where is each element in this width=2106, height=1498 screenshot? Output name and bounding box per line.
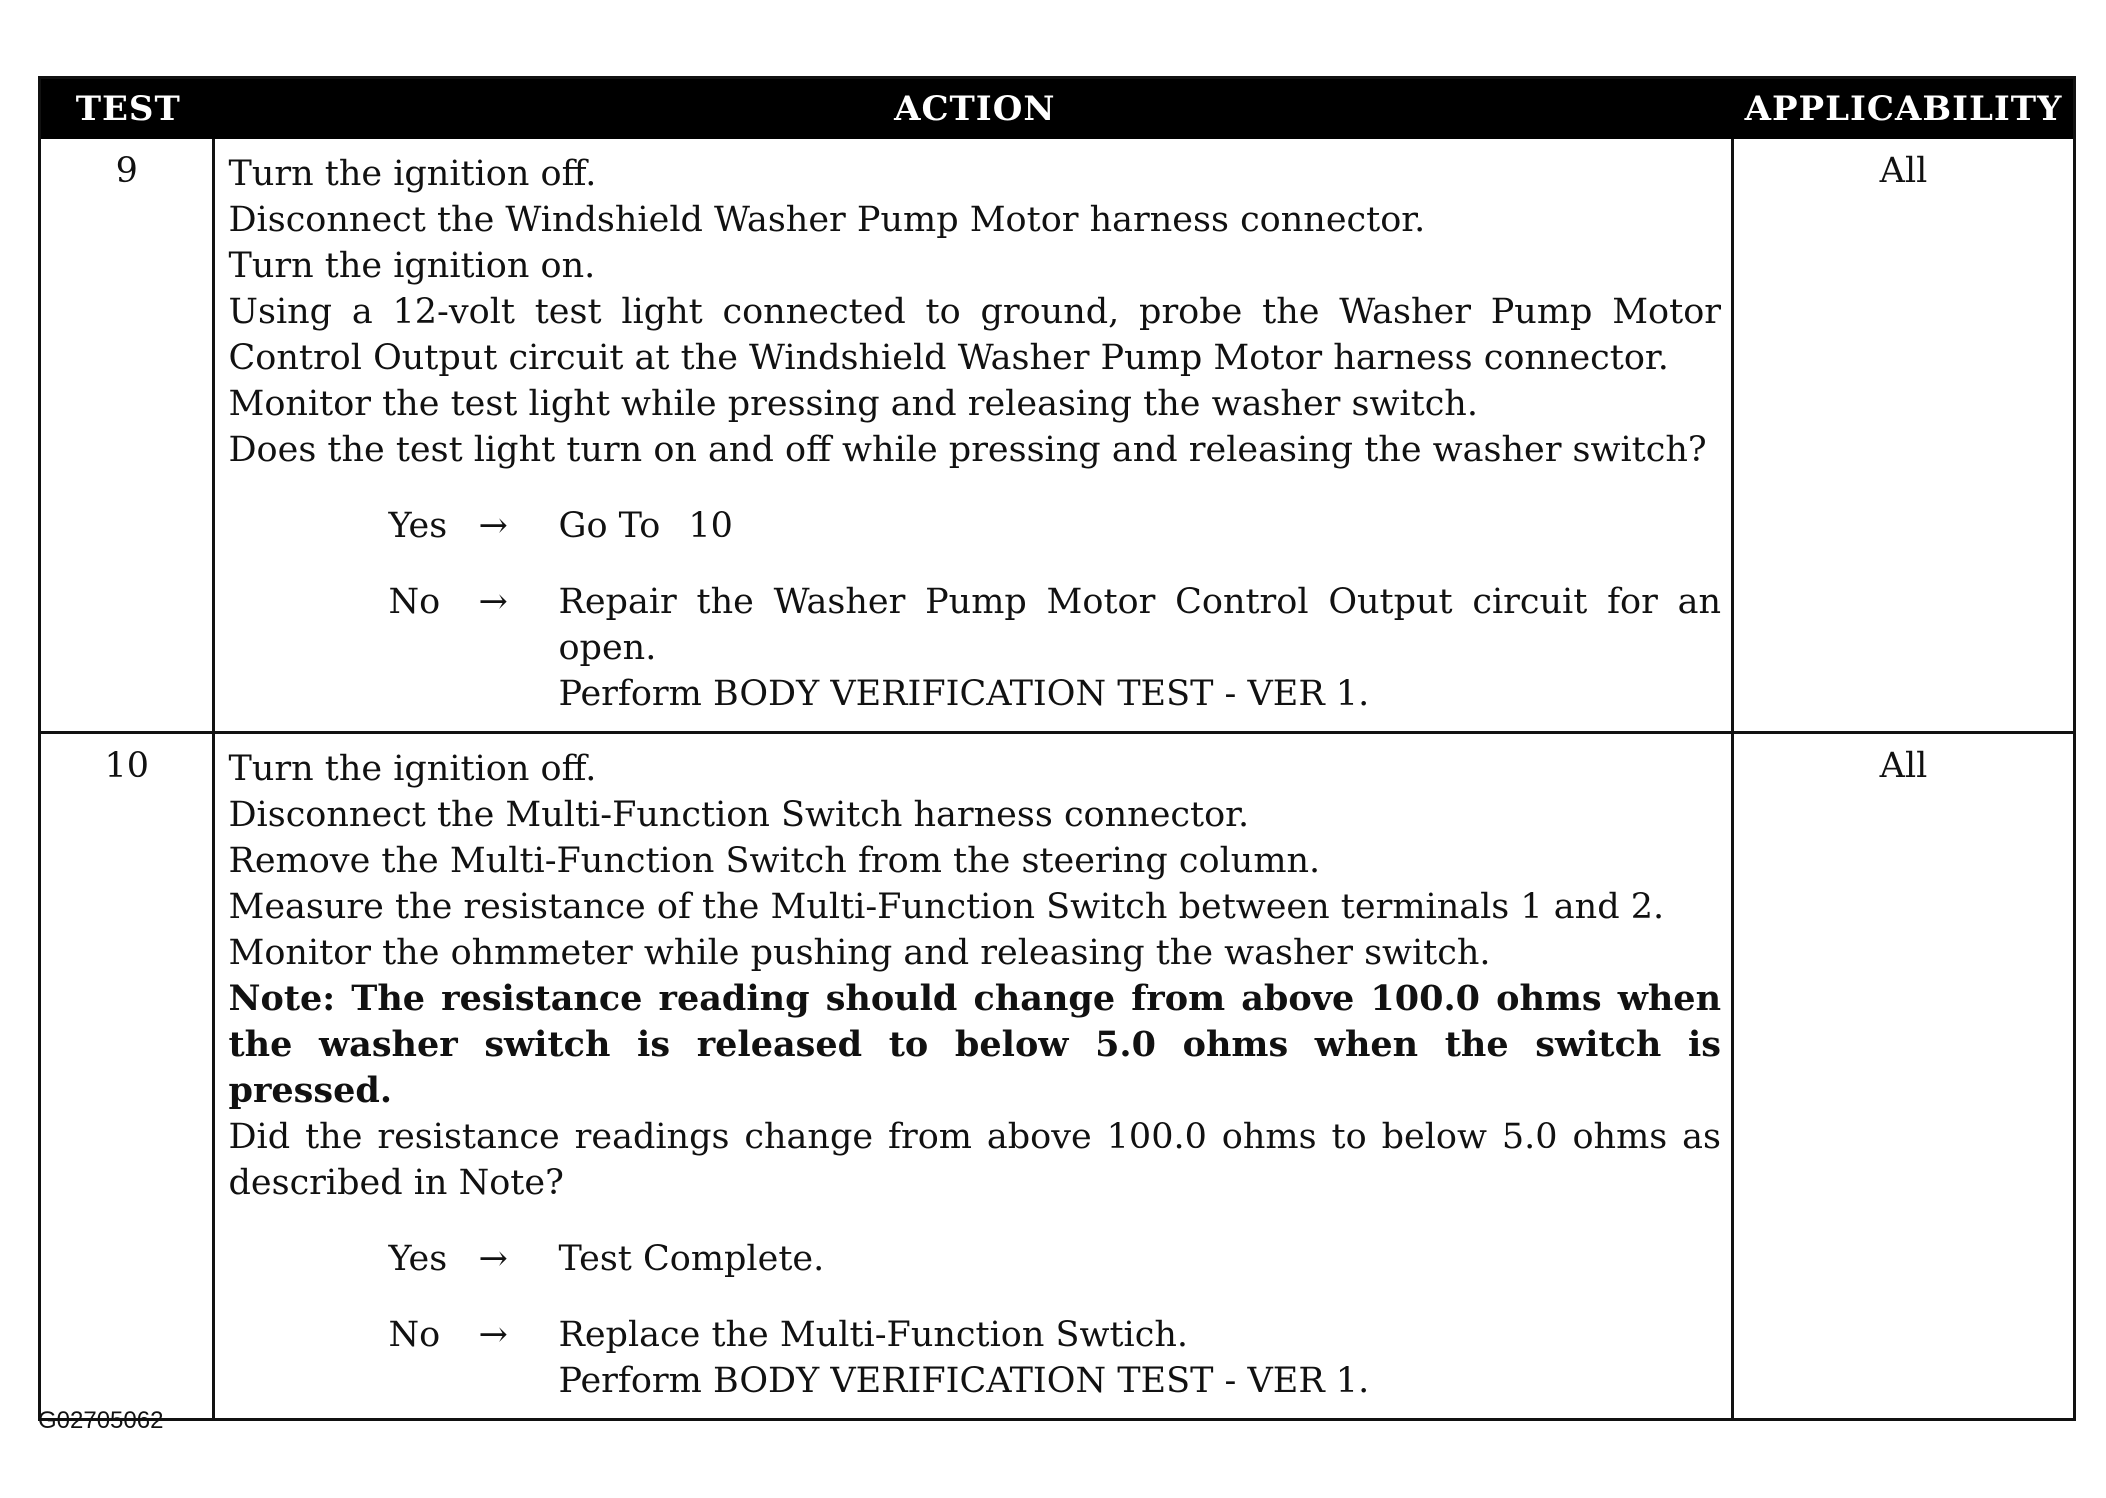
action-step: Disconnect the Windshield Washer Pump Motor harness connector. <box>228 200 1426 240</box>
action-step: Turn the ignition off. <box>228 154 597 194</box>
yes-result <box>558 503 1721 549</box>
outcome-no <box>228 1312 1721 1404</box>
outcome-no <box>228 579 1721 717</box>
verification-step: Perform BODY VERIFICATION TEST - VER 1. <box>558 674 1370 714</box>
action-step: Monitor the test light while pressing and releasing the washer switch. <box>228 384 1478 424</box>
yes-label: Yes <box>388 506 448 546</box>
outcomes <box>228 503 1721 717</box>
table-row-test-10 <box>41 731 2073 1418</box>
no-result-text: Repair the Washer Pump Motor Control Output circuit for an open. <box>558 582 1722 668</box>
right-arrow-icon: → <box>478 1315 508 1355</box>
yes-result: Test Complete. <box>558 1239 825 1279</box>
action-step: Measure the resistance of the Multi-Function Switch between terminals 1 and 2. <box>228 887 1665 927</box>
no-label: No <box>388 582 441 622</box>
test-number: 9 <box>41 139 215 731</box>
header-applicability: APPLICABILITY <box>1744 89 2063 129</box>
action-step: Using a 12-volt test light connected to ground, probe the Washer Pump Motor Control Output circuit at the Windshield Washer Pump Motor harness connector. <box>228 292 1722 378</box>
action-cell <box>215 139 1734 731</box>
no-result <box>558 579 1721 717</box>
applicability-value: All <box>1879 151 1928 191</box>
action-step: Turn the ignition on. <box>228 246 596 286</box>
table-row-test-9 <box>41 139 2073 731</box>
header-action: ACTION <box>894 89 1056 129</box>
goto-text: Go To <box>558 506 661 546</box>
outcome-yes <box>228 503 1721 549</box>
action-step: Disconnect the Multi-Function Switch harness connector. <box>228 795 1250 835</box>
action-question: Did the resistance readings change from above 100.0 ohms to below 5.0 ohms as described in Note? <box>228 1117 1722 1203</box>
outcomes <box>228 1236 1721 1404</box>
action-question: Does the test light turn on and off while pressing and releasing the washer switch? <box>228 430 1707 470</box>
right-arrow-icon: → <box>478 506 508 546</box>
applicability-value: All <box>1879 746 1928 786</box>
verification-step: Perform BODY VERIFICATION TEST - VER 1. <box>558 1361 1370 1401</box>
header-test: TEST <box>75 89 181 129</box>
test-number: 10 <box>41 734 215 1418</box>
action-step: Turn the ignition off. <box>228 749 597 789</box>
action-cell <box>215 734 1734 1418</box>
right-arrow-icon: → <box>478 1239 508 1279</box>
no-result-text: Replace the Multi-Function Swtich. <box>558 1315 1188 1355</box>
outcome-yes <box>228 1236 1721 1282</box>
action-step: Remove the Multi-Function Switch from the steering column. <box>228 841 1321 881</box>
diagnostic-test-table <box>38 76 2076 1421</box>
action-step: Monitor the ohmmeter while pushing and releasing the washer switch. <box>228 933 1491 973</box>
no-label: No <box>388 1315 441 1355</box>
figure-id: G02705062 <box>38 1407 164 1434</box>
table-header <box>41 79 2073 139</box>
right-arrow-icon: → <box>478 582 508 622</box>
goto-target[interactable]: 10 <box>688 506 733 546</box>
note-text: Note: The resistance reading should change from above 100.0 ohms when the washer switch is released to below 5.0 ohms when the switch is pressed. <box>228 978 1722 1111</box>
no-result <box>558 1312 1721 1404</box>
yes-label: Yes <box>388 1239 448 1279</box>
